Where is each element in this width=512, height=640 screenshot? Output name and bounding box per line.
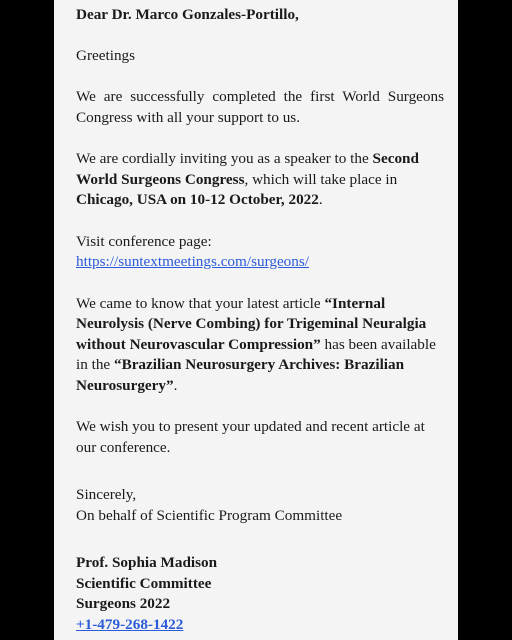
article-text-2: has been available in the	[76, 335, 436, 373]
article-text-1: We came to know that your latest article	[76, 294, 325, 312]
signature-name: Prof. Sophia Madison	[76, 554, 218, 571]
letter-body	[76, 5, 444, 635]
phone-link[interactable]: +1-479-268-1422	[76, 615, 184, 633]
journal-name: “Brazilian Neurosurgery Archives: Brazilian Neurosurgery”	[76, 356, 405, 394]
article-text-3: .	[173, 376, 178, 394]
paragraph-completed-congress: We are successfully completed the first World Surgeons Congress with all your support to us.	[76, 88, 444, 126]
signature-role: Scientific Committee	[76, 574, 212, 592]
event-location-date: Chicago, USA on 10-12 October, 2022	[76, 191, 319, 208]
invitation-text-1: We are cordially inviting you as a speaker to the	[76, 150, 373, 167]
salutation: Dear Dr. Marco Gonzales-Portillo,	[76, 6, 299, 23]
signature-phone	[76, 615, 444, 636]
paragraph-conference-page	[76, 232, 444, 273]
conference-page-link[interactable]: https://suntextmeetings.com/surgeons/	[76, 253, 310, 270]
invitation-text-2: , which will take place in	[244, 170, 398, 188]
paragraph-article	[76, 294, 444, 397]
paragraph-invitation	[76, 149, 444, 211]
greeting: Greetings	[76, 46, 136, 64]
signature-organization: Surgeons 2022	[76, 595, 171, 612]
letter-page	[54, 0, 458, 640]
invitation-text-3: .	[318, 191, 323, 208]
closing: Sincerely,	[76, 486, 137, 503]
closing-committee: On behalf of Scientific Program Committee	[76, 506, 343, 524]
event-name: Second World Surgeons Congress	[76, 150, 419, 188]
conference-page-label: Visit conference page:	[76, 232, 212, 250]
article-title: “Internal Neurolysis (Nerve Combing) for Trigeminal Neuralgia without Neurovascular Compression”	[76, 294, 427, 353]
paragraph-present-request: We wish you to present your updated and recent article at our conference.	[76, 418, 425, 456]
